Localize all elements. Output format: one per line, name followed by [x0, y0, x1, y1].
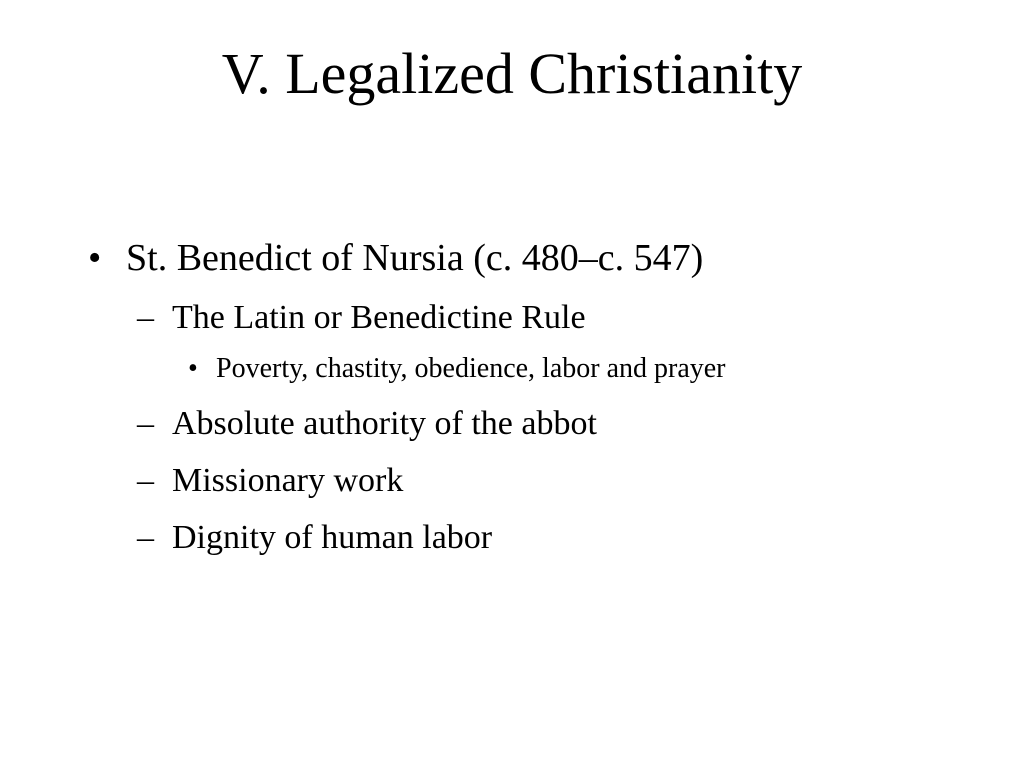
bullet-text: St. Benedict of Nursia (c. 480–c. 547) — [126, 237, 704, 279]
bullet-text: Absolute authority of the abbot — [172, 405, 597, 442]
bullet-text: Poverty, chastity, obedience, labor and prayer — [216, 353, 726, 384]
dash-marker: – — [137, 299, 154, 336]
bullet-level-2 — [137, 518, 837, 558]
bullet-marker: • — [88, 237, 102, 279]
bullet-level-1 — [88, 236, 888, 280]
slide-title: V. Legalized Christianity — [221, 41, 803, 106]
dash-marker: – — [137, 462, 154, 499]
bullet-text: Missionary work — [172, 462, 404, 499]
bullet-level-2 — [137, 404, 837, 444]
bullet-text: The Latin or Benedictine Rule — [172, 299, 586, 336]
bullet-marker: • — [188, 353, 198, 384]
bullet-level-2 — [137, 298, 837, 338]
bullet-level-2 — [137, 461, 837, 501]
dash-marker: – — [137, 405, 154, 442]
bullet-text: Dignity of human labor — [172, 519, 493, 556]
bullet-level-3 — [188, 353, 888, 385]
dash-marker: – — [137, 519, 154, 556]
